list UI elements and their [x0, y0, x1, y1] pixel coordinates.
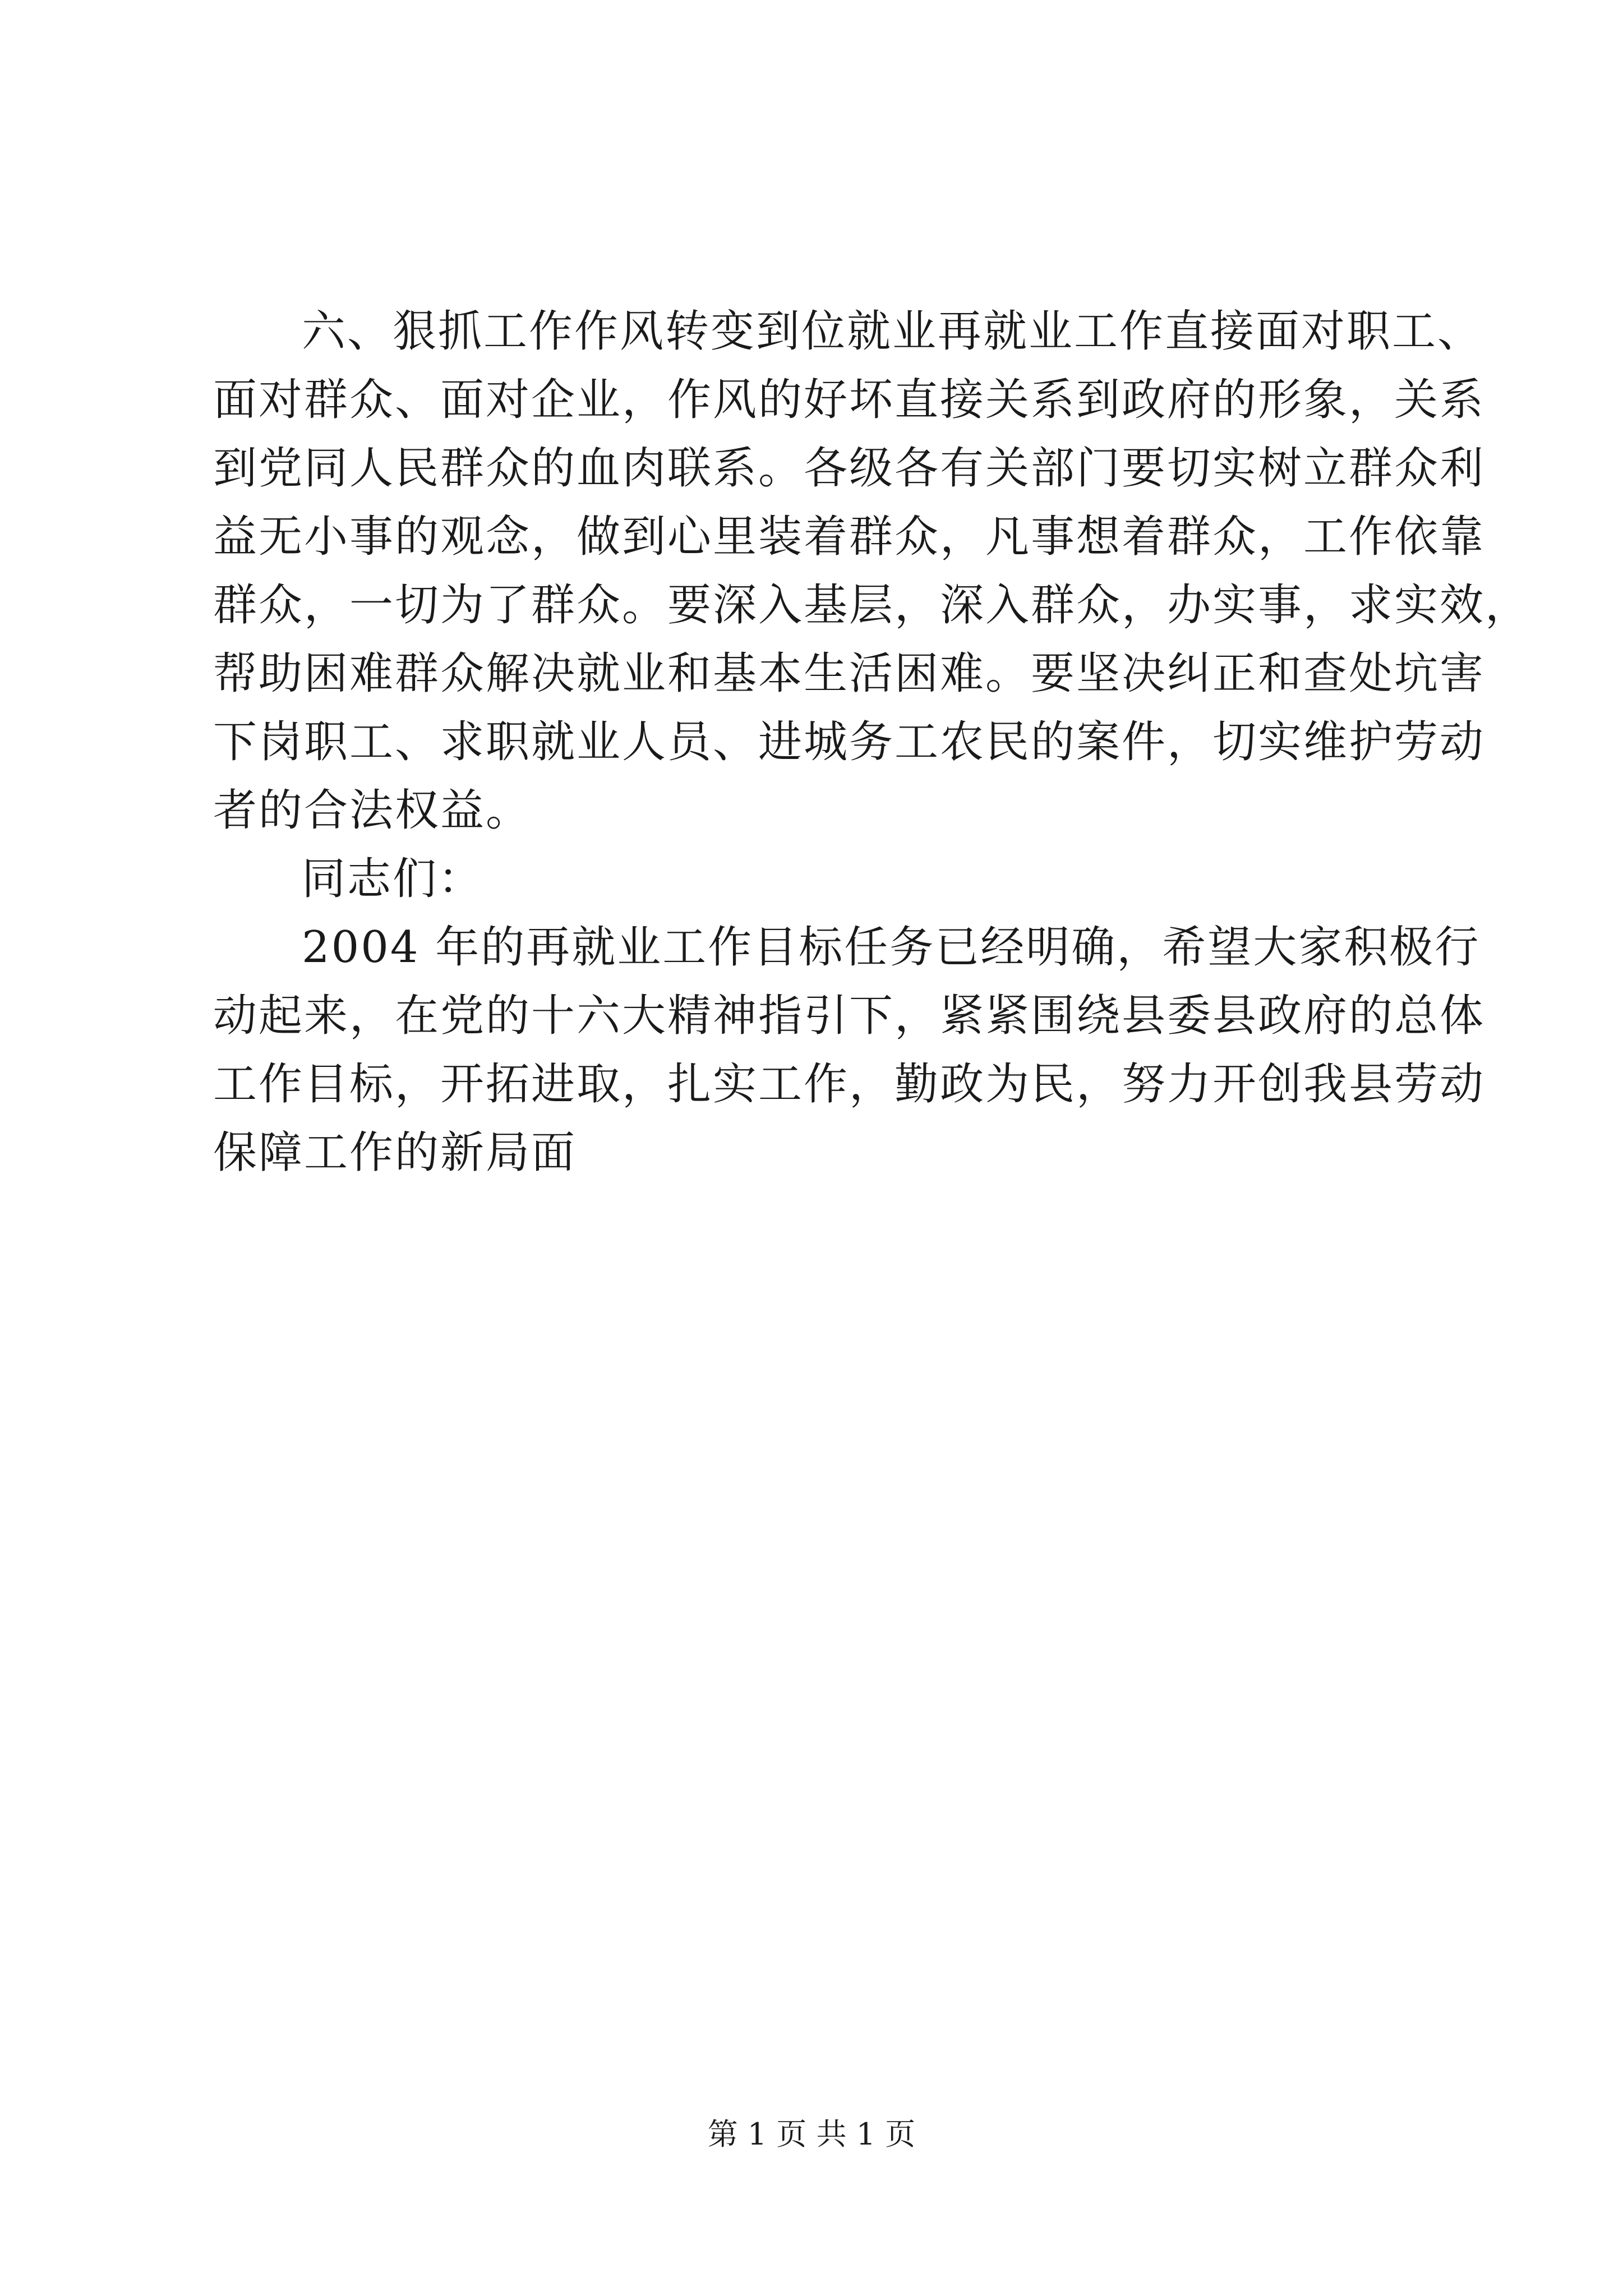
- paragraph-line: 到党同人民群众的血肉联系。各级各有关部门要切实树立群众利: [213, 443, 1486, 494]
- page-footer: [0, 2115, 1623, 2154]
- document-body: [213, 297, 1531, 1187]
- paragraph-line: 者的合法权益。: [213, 785, 532, 836]
- paragraph-line: 益无小事的观念，做到心里装着群众，凡事想着群众，工作依靠: [213, 512, 1486, 562]
- paragraph-salutation: [213, 845, 1424, 913]
- paragraph-work-style: [213, 297, 1531, 845]
- paragraph-line: 下岗职工、求职就业人员、进城务工农民的案件，切实维护劳动: [213, 717, 1486, 767]
- paragraph-line: 群众，一切为了群众。要深入基层，深入群众，办实事，求实效，: [213, 580, 1531, 631]
- paragraph-line: 工作目标，开拓进取，扎实工作，勤政为民，努力开创我县劳动: [213, 1059, 1486, 1110]
- paragraph-line: 六、狠抓工作作风转变到位就业再就业工作直接面对职工、: [302, 306, 1483, 357]
- paragraph-closing: [213, 913, 1486, 1187]
- page-number: 第 1 页 共 1 页: [707, 2116, 916, 2152]
- paragraph-line: 2004 年的再就业工作目标任务已经明确，希望大家积极行: [302, 922, 1481, 973]
- paragraph-line: 同志们：: [302, 854, 484, 904]
- paragraph-line: 面对群众、面对企业，作风的好坏直接关系到政府的形象，关系: [213, 375, 1486, 425]
- paragraph-line: 动起来，在党的十六大精神指引下，紧紧围绕县委县政府的总体: [213, 991, 1486, 1041]
- paragraph-line: 保障工作的新局面: [213, 1128, 577, 1178]
- paragraph-line: 帮助困难群众解决就业和基本生活困难。要坚决纠正和查处坑害: [213, 648, 1486, 699]
